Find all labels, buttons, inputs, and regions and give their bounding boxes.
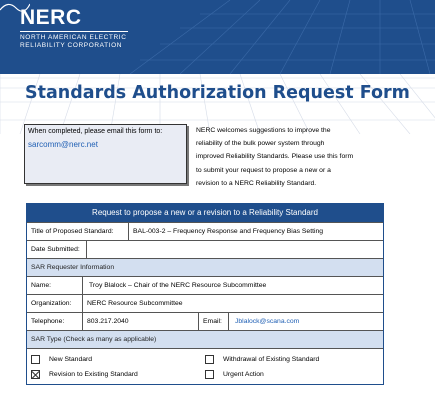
new-standard-checkbox[interactable] <box>31 355 40 364</box>
organization-field[interactable]: NERC Resource Subcommittee <box>87 300 183 307</box>
email-label: Email: <box>199 313 229 330</box>
options-row-1 <box>27 352 383 367</box>
withdraw-checkbox[interactable] <box>205 355 214 364</box>
logo-rule <box>20 31 128 32</box>
date-field[interactable] <box>87 241 383 258</box>
withdraw-label: Withdrawal of Existing Standard <box>223 356 320 363</box>
page-title: Standards Authorization Request Form <box>25 83 410 103</box>
option-withdraw[interactable] <box>201 355 375 364</box>
intro-line: reliability of the bulk power system through <box>196 140 325 148</box>
section-sar-type <box>27 330 383 348</box>
logo-word: NERC <box>20 6 82 29</box>
title-label: Title of Proposed Standard: <box>27 223 129 240</box>
sar-type-options <box>27 348 383 384</box>
header-banner <box>0 0 435 74</box>
form-row-organization <box>27 294 383 312</box>
request-form <box>26 203 384 385</box>
section-sar-type-label: SAR Type (Check as many as applicable) <box>31 336 157 343</box>
date-label: Date Submitted: <box>27 241 87 258</box>
revision-checkbox-checked[interactable] <box>31 370 40 379</box>
nerc-logo <box>20 7 128 50</box>
option-urgent[interactable] <box>201 370 375 379</box>
urgent-checkbox[interactable] <box>205 370 214 379</box>
logo-line1: NORTH AMERICAN ELECTRIC <box>20 34 127 41</box>
form-row-name <box>27 276 383 294</box>
intro-line: NERC welcomes suggestions to improve the <box>196 127 331 134</box>
option-revision[interactable] <box>27 370 201 379</box>
form-row-title <box>27 222 383 240</box>
revision-label: Revision to Existing Standard <box>49 371 138 378</box>
form-heading: Request to propose a new or a revision to a Reliability Standard <box>27 204 383 222</box>
logo-line2: RELIABILITY CORPORATION <box>20 42 123 49</box>
section-requester-label: SAR Requester Information <box>31 264 115 271</box>
email-instruction-box <box>24 124 187 184</box>
logo-wave-icon <box>0 0 30 14</box>
options-row-2 <box>27 367 383 382</box>
intro-line: to submit your request to propose a new or a <box>196 166 331 174</box>
organization-label: Organization: <box>27 295 83 312</box>
title-field[interactable]: BAL-003-2 – Frequency Response and Frequency Bias Setting <box>133 228 324 235</box>
form-row-date <box>27 240 383 258</box>
option-new-standard[interactable] <box>27 355 201 364</box>
new-standard-label: New Standard <box>49 356 93 363</box>
name-field[interactable]: Troy Blalock – Chair of the NERC Resource Subcommittee <box>89 282 267 289</box>
telephone-label: Telephone: <box>27 313 83 330</box>
name-label: Name: <box>27 277 83 294</box>
email-address-link[interactable]: sarcomm@nerc.net <box>28 140 98 149</box>
form-row-contact <box>27 312 383 330</box>
email-field[interactable]: Jblalock@scana.com <box>235 318 300 325</box>
intro-line: revision to a NERC Reliability Standard. <box>196 179 317 187</box>
intro-paragraph <box>196 124 381 190</box>
section-requester <box>27 258 383 276</box>
email-prompt: When completed, please email this form to: <box>28 128 163 135</box>
urgent-label: Urgent Action <box>223 371 264 378</box>
intro-line: improved Reliability Standards. Please use this form <box>196 153 354 161</box>
telephone-field[interactable]: 803.217.2040 <box>83 313 199 330</box>
